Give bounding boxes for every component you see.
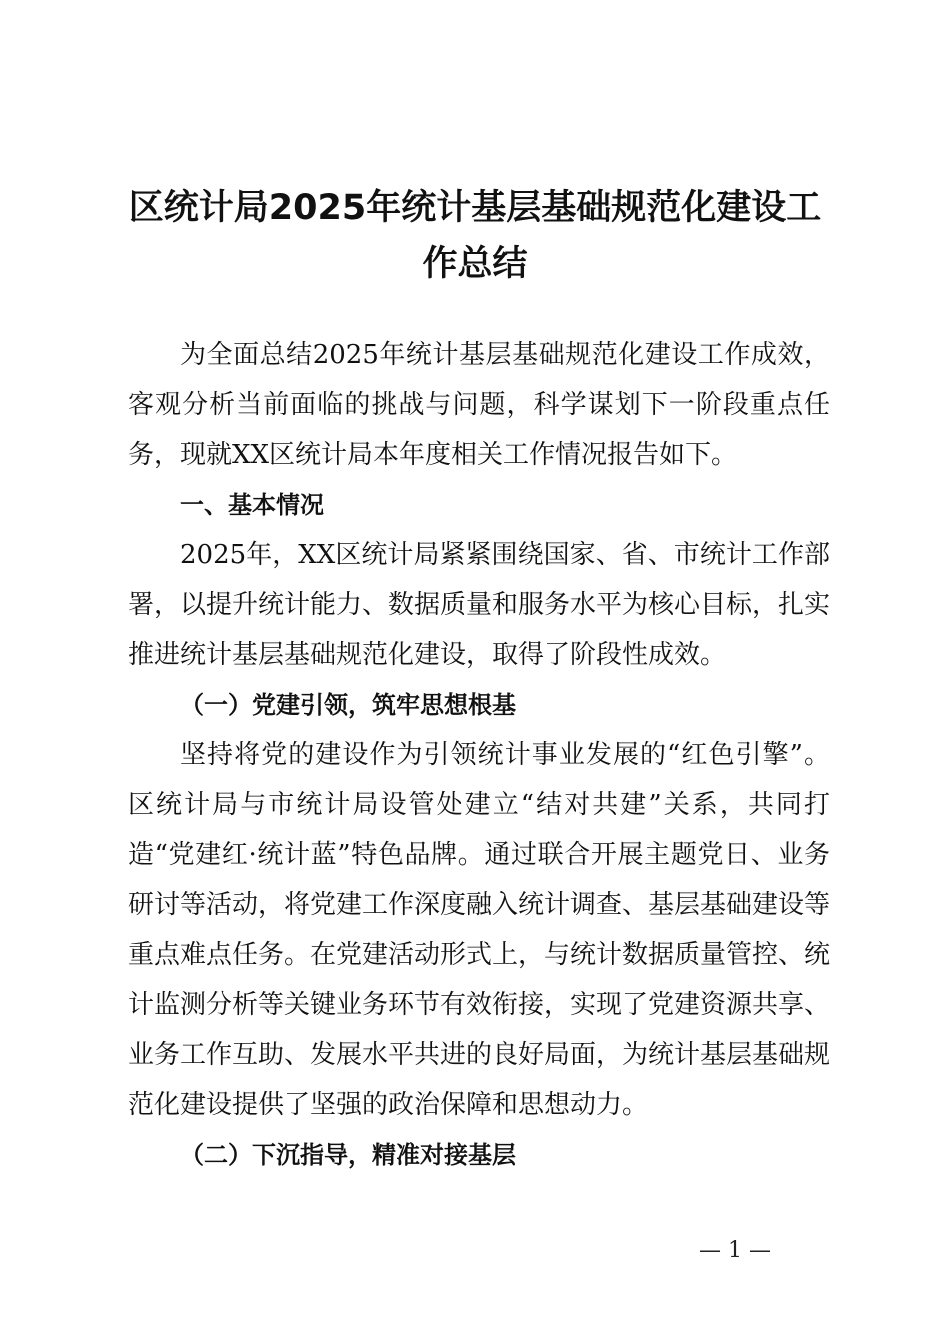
page-number <box>0 1236 950 1266</box>
section-heading-basic-situation: 一、基本情况 <box>180 491 324 519</box>
overview-paragraph: 2025年，XX区统计局紧紧围绕国家、省、市统计工作部署，以提升统计能力、数据质量和服务水平为核心目标，扎实推进统计基层基础规范化建设，取得了阶段性成效。 <box>128 540 831 670</box>
party-building-paragraph: 坚持将党的建设作为引领统计事业发展的“红色引擎”。区统计局与市统计局设管处建立“结对共建”关系，共同打造“党建红·统计蓝”特色品牌。通过联合开展主题党日、业务研讨等活动，将党建工作深度融入统计调查、基层基础建设等重点难点任务。在党建活动形式上，与统计数据质量管控、统计监测分析等关键业务环节有效衔接，实现了党建资源共享、业务工作互助、发展水平共进的良好局面，为统计基层基础规范化建设提供了坚强的政治保障和思想动力。 <box>128 740 831 1120</box>
document-body <box>128 330 830 1180</box>
document-title: 区统计局2025年统计基层基础规范化建设工作总结 <box>128 188 822 284</box>
subsection-heading-grassroots-guidance: （二）下沉指导，精准对接基层 <box>180 1141 516 1169</box>
page-number-text: — 1 — <box>699 1238 771 1263</box>
subsection-heading-party-building: （一）党建引领，筑牢思想根基 <box>180 691 516 719</box>
intro-paragraph: 为全面总结2025年统计基层基础规范化建设工作成效，客观分析当前面临的挑战与问题，科学谋划下一阶段重点任务，现就XX区统计局本年度相关工作情况报告如下。 <box>128 340 830 470</box>
